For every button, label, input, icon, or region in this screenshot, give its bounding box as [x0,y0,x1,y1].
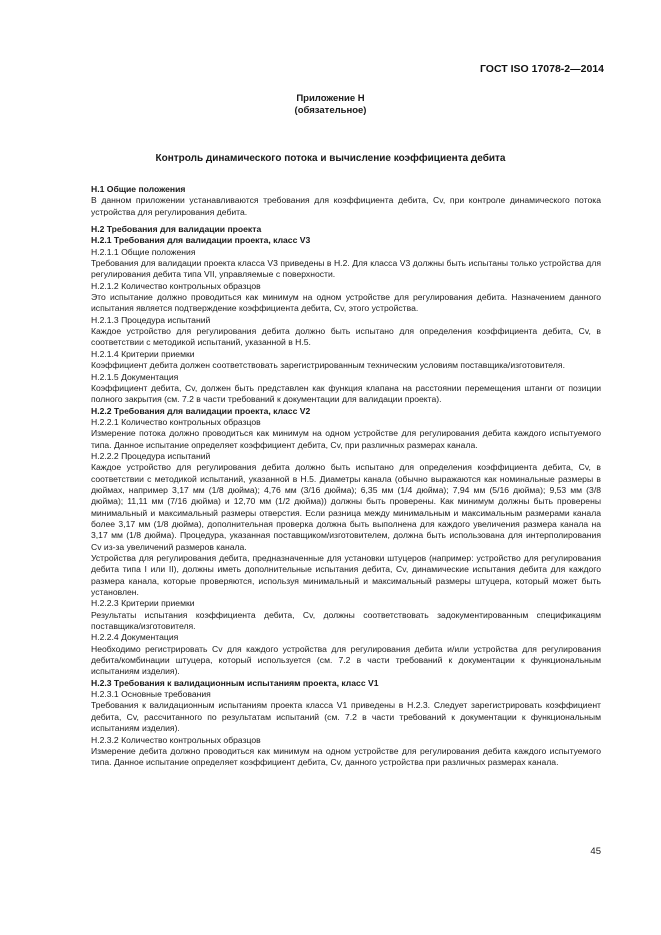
paragraph: Результаты испытания коэффициента дебита, Cv, должны соответствовать задокументированным спецификациям поставщика/изготовителя. [91,609,601,632]
paragraph: Это испытание должно проводиться как минимум на одном устройстве для регулирования дебита. Назначением данного испытания является подтверждение коэффициента дебита, Cv, этого устройства. [91,292,601,314]
document-body [91,184,601,769]
document-title: Контроль динамического потока и вычисление коэффициента дебита [155,153,506,164]
clause-heading: Н.2.2.1 Количество контрольных образцов [91,416,261,427]
annex-title: Приложение Н [296,93,365,104]
clause-heading: Н.2.3.2 Количество контрольных образцов [91,734,261,745]
paragraph: Измерение дебита должно проводиться как минимум на одном устройстве для регулирования дебита каждого испытуемого типа. Данное испытание определяет коэффициент дебита, Cv, данного устройства при различных размерах канала. [91,745,601,768]
section-heading: Н.1 Общие положения [91,184,186,194]
paragraph: Каждое устройство для регулирования дебита должно быть испытано для определения коэффициента дебита, Cv, в соответствии с методикой испытаний, указанной в Н.5. Диаметры канала (обычно выражаются как номинальные размеры в дюймах, например 3,17 мм (1/8 дюйма); 4,76 мм (3/16 дюйма); 6,35 мм (1/4 дюйма); 7,94 мм (5/16 дюйма); 9,53 мм (3/8 дюйма); 11,11 мм (7/16 дюйма) и 12,70 мм (1/2 дюйма)) должны быть проверены. Как минимум должны быть проверены минимальный и максимальный размеры отверстия. Если разница между минимальным и максимальным размерами канала более 3,17 мм (1/8 дюйма), дополнительная проверка должна быть выполнена для каждого увеличения размера канала на 3,17 мм (1/8 дюйма). Процедура, указанная поставщиком/изготовителем, должна быть использована для интерполирования Cv из-за увеличений размеров канала. [91,462,601,552]
paragraph: Требования к валидационным испытаниям проекта класса V1 приведены в Н.2.3. Следует зарегистрировать коэффициент дебита, Cv, рассчитанного по результатам испытаний (см. 7.2 в части требований к документации к функциональным испытаниям изделия). [91,700,601,734]
annex-status: (обязательное) [294,105,367,116]
clause-heading: Н.2.1.5 Документация [91,371,179,382]
subsection-heading: Н.2.1 Требования для валидации проекта, класс V3 [91,235,311,246]
paragraph: В данном приложении устанавливаются требования для коэффициента дебита, Cv, при контроле динамического потока устройства для регулирования дебита. [91,195,601,217]
clause-heading: Н.2.2.2 Процедура испытаний [91,450,211,461]
standard-number: ГОСТ ISO 17078-2—2014 [479,63,604,75]
clause-heading: Н.2.2.4 Документация [91,632,179,643]
clause-heading: Н.2.1.1 Общие положения [91,246,196,257]
subsection-heading: Н.2.2 Требования для валидации проекта, класс V2 [91,405,311,416]
paragraph: Необходимо регистрировать Cv для каждого устройства для регулирования дебита и/или устройства для регулирования дебита/комбинации штуцера, который используется (см. 7.2 в части требований к документации к функциональным испытаниям изделия). [91,643,601,677]
page-number: 45 [590,846,601,857]
annex-heading [0,93,661,117]
paragraph: Коэффициент дебита должен соответствовать зарегистрированным техническим условиям поставщика/изготовителя. [91,360,565,371]
section-heading: Н.2 Требования для валидации проекта [91,224,262,235]
paragraph: Устройства для регулирования дебита, предназначенные для установки штуцеров (например: устройство для регулирования дебита типа I или II), должны иметь дополнительные испытания дебита, Cv, динамические испытания дебита для каждого размера канала, которые проверяются, используя минимальный и максимальный размеры штуцера, который может быть установлен. [91,553,601,598]
paragraph: Каждое устройство для регулирования дебита должно быть испытано для определения коэффициента дебита, Cv, в соответствии с методикой испытаний, указанной в Н.5. [91,326,601,348]
clause-heading: Н.2.1.4 Критерии приемки [91,348,195,359]
paragraph: Измерение потока должно проводиться как минимум на одном устройстве для регулирования дебита каждого испытуемого типа. Данное испытание определяет коэффициент дебита, Cv, при различных размерах канала. [91,428,601,450]
subsection-heading: Н.2.3 Требования к валидационным испытаниям проекта, класс V1 [91,677,379,688]
paragraph: Требования для валидации проекта класса V3 приведены в Н.2. Для класса V3 должны быть испытаны только устройства для регулирования дебита типа VII, управляемые с поверхности. [91,258,601,280]
clause-heading: Н.2.1.3 Процедура испытаний [91,314,211,325]
clause-heading: Н.2.3.1 Основные требования [91,689,211,700]
paragraph: Коэффициент дебита, Cv, должен быть представлен как функция клапана на расстоянии перемещения штанги от позиции полного закрытия (см. 7.2 в части требований к документации для валидации проекта). [91,382,601,405]
clause-heading: Н.2.1.2 Количество контрольных образцов [91,280,261,291]
clause-heading: Н.2.2.3 Критерии приемки [91,598,195,609]
